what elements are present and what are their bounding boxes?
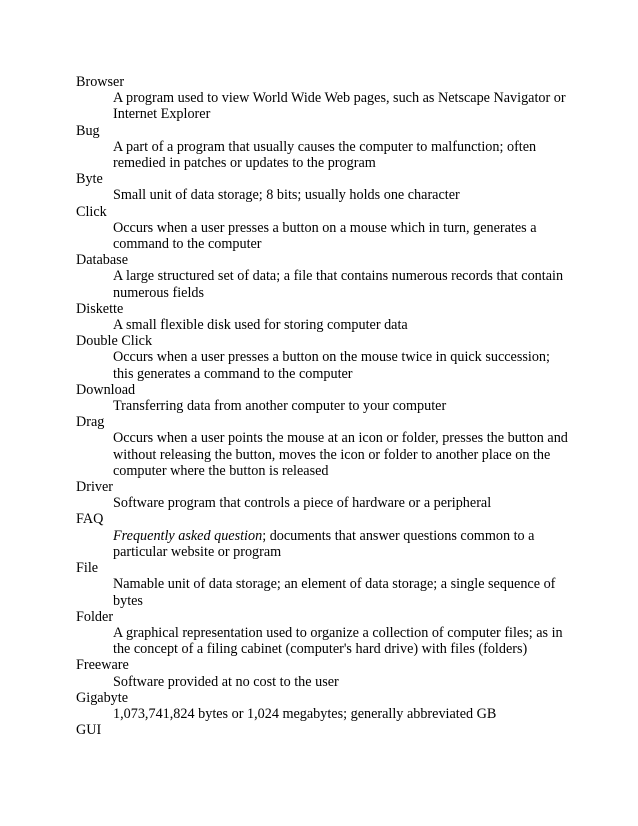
glossary-term: Driver: [76, 479, 114, 496]
glossary-entry-gigabyte: [76, 690, 576, 722]
glossary-definition-italic: Frequently asked question: [113, 527, 263, 544]
glossary-definition: A large structured set of data; a file that contains numerous records that contain numerous fields: [113, 268, 564, 301]
glossary-entry-gui: [76, 722, 576, 738]
glossary-entry-folder: [76, 609, 576, 658]
glossary-entry-faq: [76, 511, 576, 560]
glossary-definition: A part of a program that usually causes the computer to malfunction; often remedied in patches or updates to the program: [113, 138, 537, 172]
glossary-definition: Transferring data from another computer to your computer: [113, 398, 447, 415]
glossary-term: Double Click: [76, 333, 153, 350]
glossary-definition: Occurs when a user presses a button on the mouse twice in quick succession; this generates a command to the computer: [113, 349, 550, 382]
glossary-definition: A small flexible disk used for storing computer data: [113, 317, 408, 334]
glossary-entry-double-click: [76, 333, 576, 382]
glossary-term: Diskette: [76, 300, 124, 317]
glossary-entry-click: [76, 204, 576, 253]
glossary-entry-file: [76, 560, 576, 609]
glossary-page: [76, 74, 576, 738]
glossary-term: Bug: [76, 122, 100, 139]
glossary-definition: Occurs when a user presses a button on a mouse which in turn, generates a command to the computer: [113, 219, 537, 253]
glossary-term: FAQ: [76, 511, 104, 528]
glossary-entry-byte: [76, 171, 576, 203]
glossary-entry-download: [76, 382, 576, 414]
glossary-term: Drag: [76, 414, 105, 431]
glossary-definition: Software provided at no cost to the user: [113, 673, 339, 690]
glossary-term: Freeware: [76, 657, 129, 674]
glossary-term: Download: [76, 381, 136, 398]
glossary-definition: Occurs when a user points the mouse at an icon or folder, presses the button and without releasing the button, moves the icon or folder to another place on the computer where the button is released: [113, 430, 568, 479]
glossary-term: File: [76, 560, 99, 577]
glossary-term: Browser: [76, 74, 125, 90]
glossary-definition: [113, 528, 568, 560]
glossary-term: Gigabyte: [76, 689, 129, 706]
glossary-entry-browser: [76, 74, 576, 123]
glossary-definition-rest: ; documents that answer questions common to a particular website or program: [113, 527, 535, 560]
glossary-entry-diskette: [76, 301, 576, 333]
glossary-definition: Software program that controls a piece of hardware or a peripheral: [113, 495, 492, 512]
glossary-entry-database: [76, 252, 576, 301]
glossary-definition: A graphical representation used to organize a collection of computer files; as in the concept of a filing cabinet (computer's hard drive) with files (folders): [113, 624, 563, 658]
glossary-entry-drag: [76, 414, 576, 479]
glossary-term: Byte: [76, 171, 103, 188]
glossary-term: Folder: [76, 608, 114, 625]
glossary-definition: Namable unit of data storage; an element of data storage; a single sequence of bytes: [113, 576, 556, 609]
glossary-entry-bug: [76, 123, 576, 172]
glossary-term: Database: [76, 252, 128, 269]
glossary-entry-freeware: [76, 657, 576, 689]
glossary-term: GUI: [76, 722, 102, 739]
glossary-entry-driver: [76, 479, 576, 511]
glossary-definition: Small unit of data storage; 8 bits; usually holds one character: [113, 187, 460, 204]
glossary-definition: A program used to view World Wide Web pages, such as Netscape Navigator or Internet Explorer: [113, 90, 566, 123]
glossary-definition: 1,073,741,824 bytes or 1,024 megabytes; generally abbreviated GB: [113, 705, 497, 722]
glossary-term: Click: [76, 203, 107, 220]
